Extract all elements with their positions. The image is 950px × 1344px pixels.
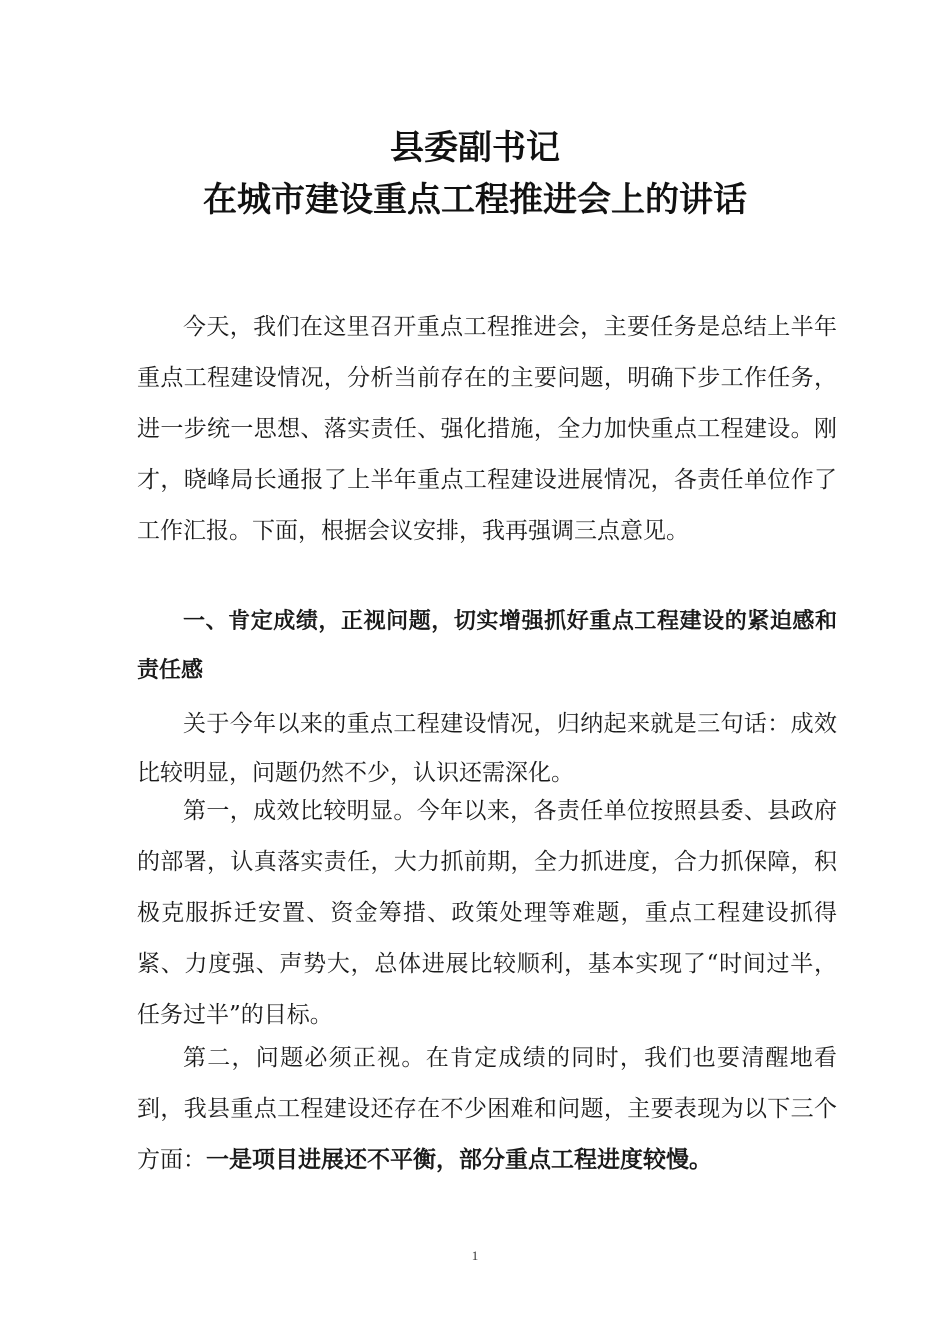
- second-point-bold-text: 一是项目进展还不平衡，部分重点工程进度较慢。: [206, 1147, 712, 1173]
- second-point-paragraph: [137, 1033, 837, 1186]
- page-number: 1: [471, 1248, 479, 1263]
- intro-paragraph: 今天，我们在这里召开重点工程推进会，主要任务是总结上半年重点工程建设情况，分析当前存在的主要问题，明确下步工作任务，进一步统一思想、落实责任、强化措施，全力加快重点工程建设。刚才，晓峰局长通报了上半年重点工程建设进展情况，各责任单位作了工作汇报。下面，根据会议安排，我再强调三点意见。: [137, 314, 837, 544]
- second-point-text: 第二，问题必须正视。在肯定成绩的同时，我们也要清醒地看到，我县重点工程建设还存在不少困难和问题，主要表现为以下三个方面：: [137, 1045, 837, 1173]
- first-point-paragraph: 第一，成效比较明显。今年以来，各责任单位按照县委、县政府的部署，认真落实责任，大力抓前期，全力抓进度，合力抓保障，积极克服拆迁安置、资金筹措、政策处理等难题，重点工程建设抓得紧、力度强、声势大，总体进展比较顺利，基本实现了“时间过半，任务过半”的目标。: [137, 798, 837, 1028]
- section-heading-1: 一、肯定成绩，正视问题，切实增强抓好重点工程建设的紧迫感和责任感: [137, 609, 837, 683]
- title-line-2: 在城市建设重点工程推进会上的讲话: [203, 180, 747, 220]
- document-title: [0, 122, 950, 226]
- title-line-1: 县委副书记: [390, 128, 560, 168]
- summary-paragraph: 关于今年以来的重点工程建设情况，归纳起来就是三句话：成效比较明显，问题仍然不少，认识还需深化。: [137, 711, 837, 786]
